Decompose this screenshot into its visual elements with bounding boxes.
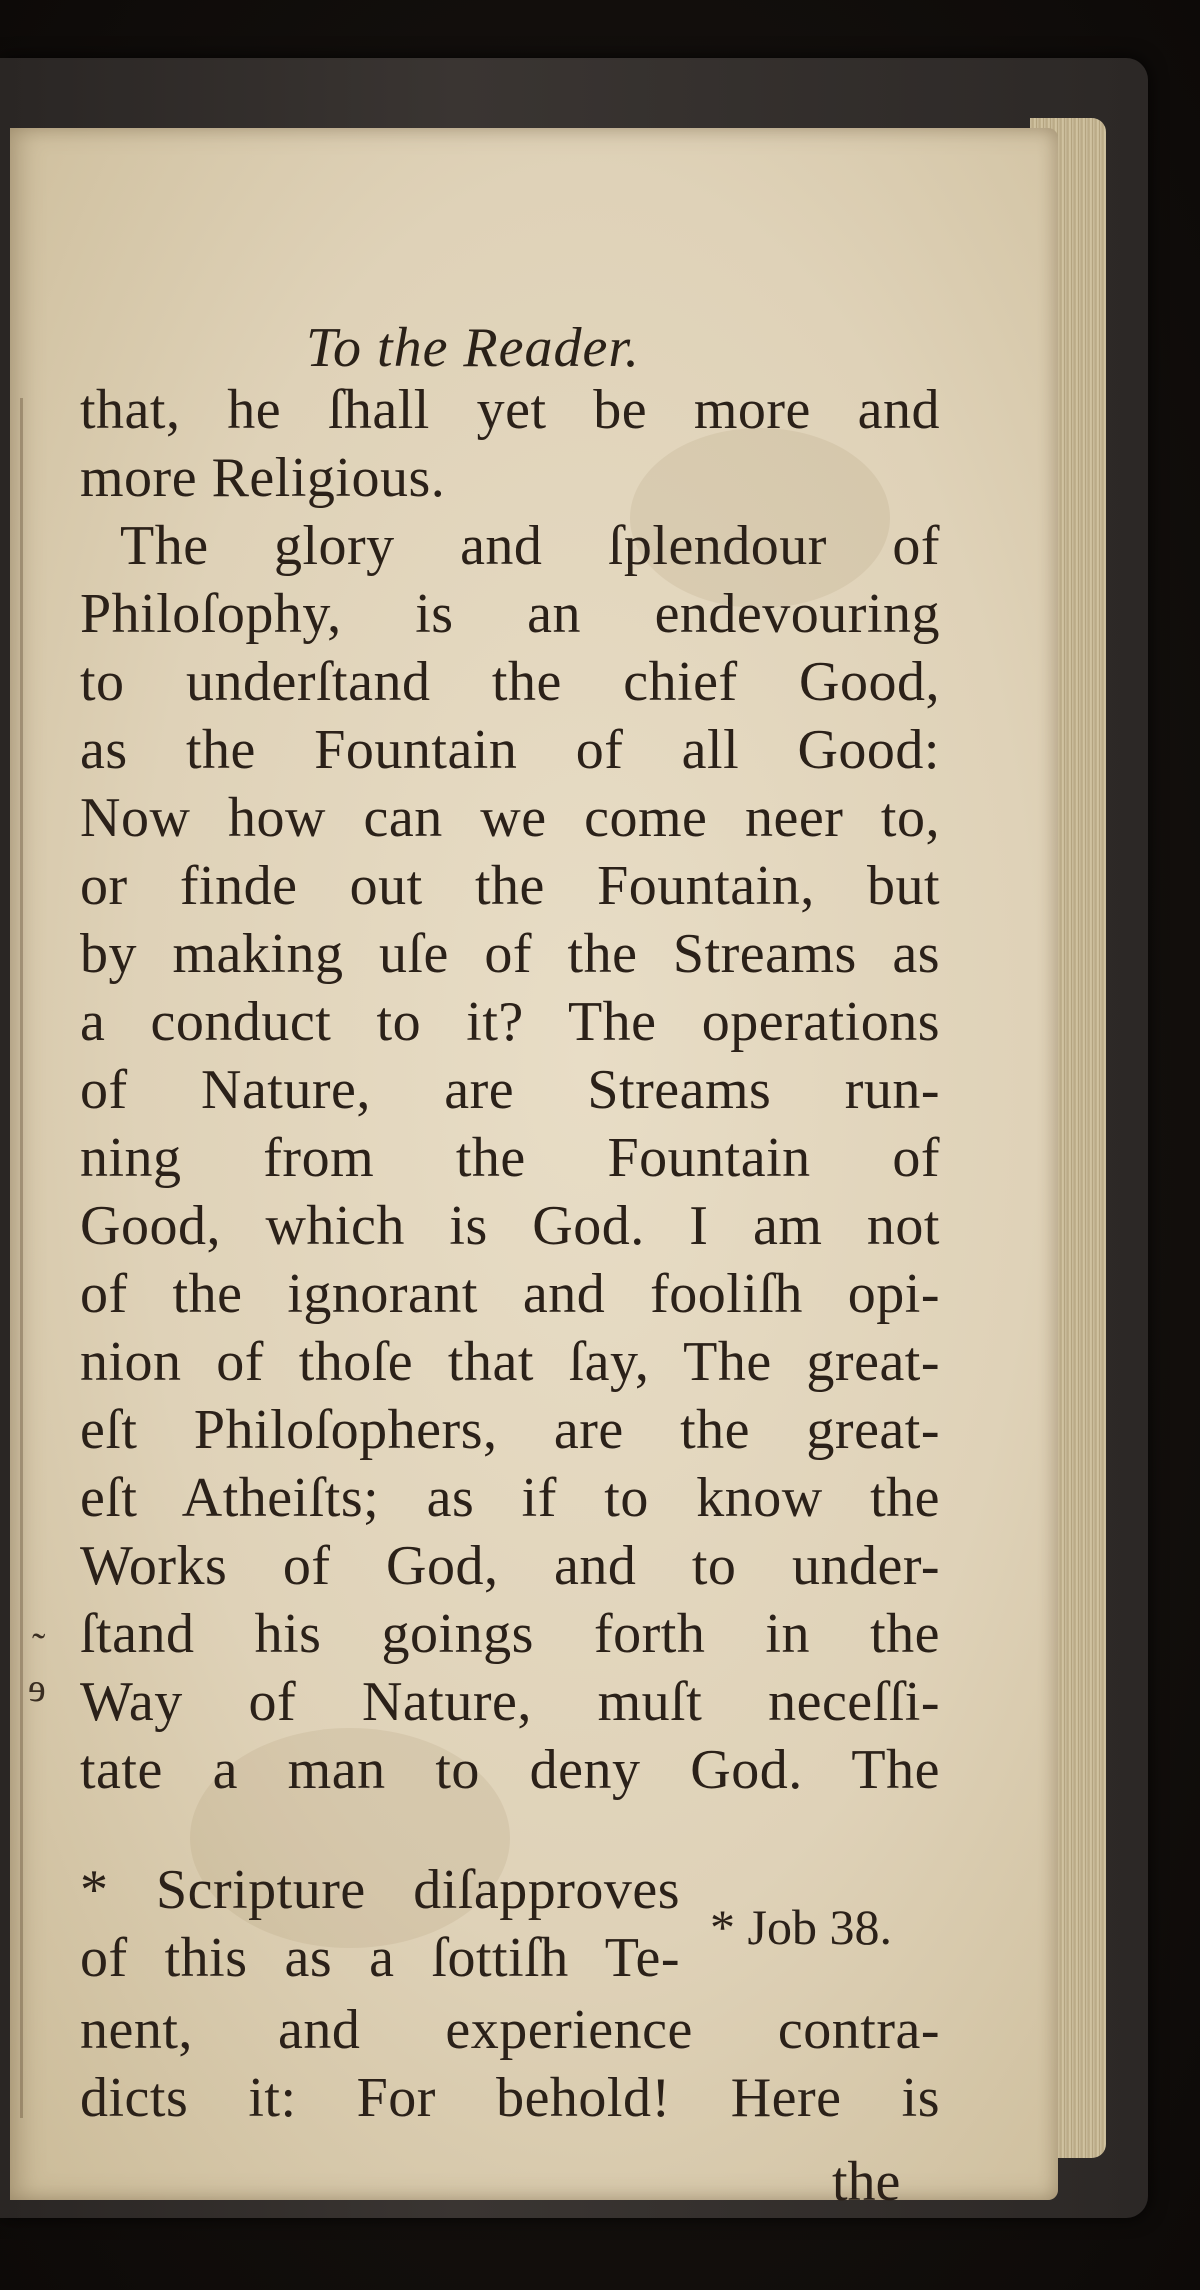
marginal-mark: ɘ [28,1665,46,1710]
book-page [10,128,1058,2213]
text-line: eſt Philoſophers, are the great- [80,1399,940,1461]
gutter-line [20,398,23,2118]
text-line: by making uſe of the Streams as [80,923,940,985]
text-line: ning from the Fountain of [80,1127,940,1189]
text-line: Philoſophy, is an endevouring [80,583,940,645]
catchword: the [832,2151,901,2213]
text-line: nion of thoſe that ſay, The great- [80,1331,940,1393]
text-line: eſt Atheiſts; as if to know the [80,1467,940,1529]
margin-note: * Job 38. [710,1899,892,1955]
text-line: to underſtand the chief Good, [80,651,940,713]
text-line: The glory and ſplendour of [120,515,940,577]
text-line: Now how can we come neer to, [80,787,940,849]
text-line: as the Fountain of all Good: [80,719,940,781]
marginal-mark: ˷ [32,1595,46,1640]
text-line: of Nature, are Streams run- [80,1059,940,1121]
text-line: * Scripture diſapproves [80,1859,680,1921]
text-line: or finde out the Fountain, but [80,855,940,917]
text-line: Way of Nature, muſt neceſſi- [80,1671,940,1733]
running-head: To the Reader. [306,317,640,379]
text-line: ſtand his goings forth in the [80,1603,940,1665]
text-line: of this as a ſottiſh Te- [80,1927,680,1989]
text-line: that, he ſhall yet be more and [80,379,940,441]
text-line: nent, and experience contra- [80,1999,940,2061]
text-line: tate a man to deny God. The [80,1739,940,1801]
text-line: more Religious. [80,447,446,509]
text-line: dicts it: For behold! Here is [80,2067,940,2129]
text-line: a conduct to it? The operations [80,991,940,1053]
text-line: Works of God, and to under- [80,1535,940,1597]
text-line: Good, which is God. I am not [80,1195,940,1257]
text-line: of the ignorant and fooliſh opi- [80,1263,940,1325]
